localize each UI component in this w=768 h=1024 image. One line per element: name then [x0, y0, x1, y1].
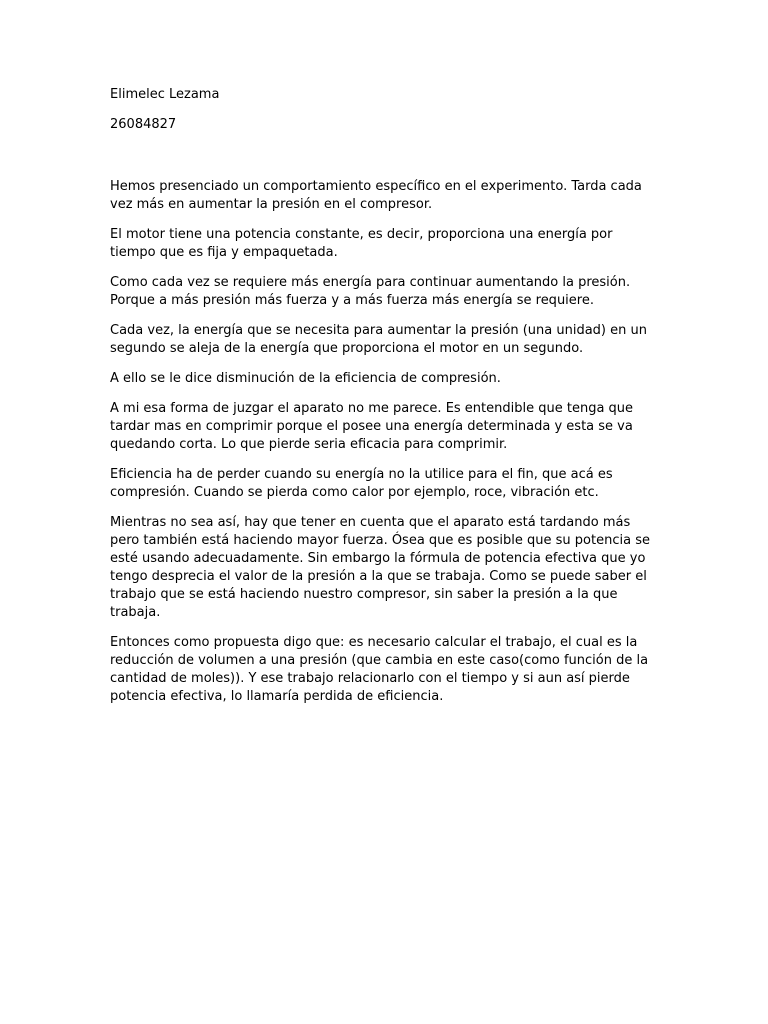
paragraph: Hemos presenciado un comportamiento específico en el experimento. Tarda cada vez más en aumentar la presión en el compresor. [110, 179, 642, 212]
paragraph: Como cada vez se requiere más energía para continuar aumentando la presión. Porque a más presión más fuerza y a más fuerza más energía se requiere. [110, 275, 631, 308]
paragraph: Mientras no sea así, hay que tener en cuenta que el aparato está tardando más pero también está haciendo mayor fuerza. Ósea que es posible que su potencia se esté usando adecuadamente. Sin embargo la fórmula de potencia efectiva que yo tengo desprecia el valor de la presión a la que se trabaja. Como se puede saber el trabajo que se está haciendo nuestro compresor, sin saber la presión a la que trabaja. [110, 515, 650, 620]
paragraph: El motor tiene una potencia constante, es decir, proporciona una energía por tiempo que es fija y empaquetada. [110, 227, 613, 260]
paragraph: Cada vez, la energía que se necesita para aumentar la presión (una unidad) en un segundo se aleja de la energía que proporciona el motor en un segundo. [110, 323, 647, 356]
paragraph: A mi esa forma de juzgar el aparato no me parece. Es entendible que tenga que tardar mas en comprimir porque el posee una energía determinada y esta se va quedando corta. Lo que pierde seria eficacia para comprimir. [110, 401, 634, 452]
student-id: 26084827 [110, 117, 177, 132]
document-body [110, 178, 662, 718]
paragraph: Eficiencia ha de perder cuando su energía no la utilice para el fin, que acá es compresión. Cuando se pierda como calor por ejemplo, roce, vibración etc. [110, 467, 613, 500]
author-name: Elimelec Lezama [110, 87, 220, 102]
paragraph: Entonces como propuesta digo que: es necesario calcular el trabajo, el cual es la reducción de volumen a una presión (que cambia en este caso(como función de la cantidad de moles)). Y ese trabajo relacionarlo con el tiempo y si aun así pierde potencia efectiva, lo llamaría perdida de eficiencia. [110, 635, 649, 704]
paragraph: A ello se le dice disminución de la eficiencia de compresión. [110, 371, 501, 386]
